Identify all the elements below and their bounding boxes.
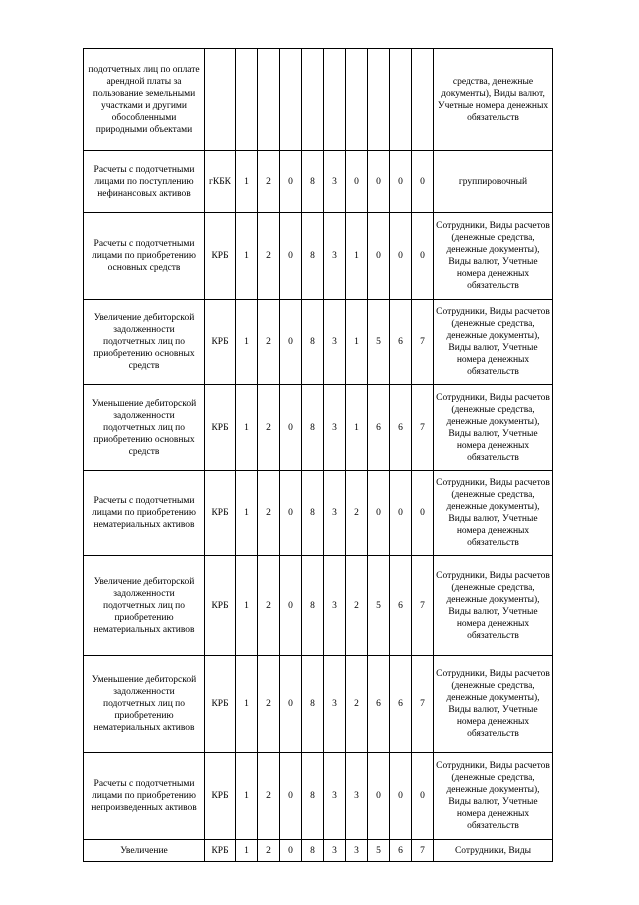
- account-digit-cell: 6: [390, 300, 412, 385]
- account-digit-cell: 0: [280, 656, 302, 753]
- account-digit-cell: 7: [412, 840, 434, 862]
- analytics-cell: Сотрудники, Виды расчетов (денежные средства, денежные документы), Виды валют, Учетные номера денежных обязательств: [434, 471, 553, 556]
- account-digit-cell: 6: [390, 840, 412, 862]
- account-digit-cell: 0: [280, 300, 302, 385]
- account-digit-cell: [236, 49, 258, 151]
- account-digit-cell: 8: [302, 656, 324, 753]
- account-digit-cell: [412, 49, 434, 151]
- account-digit-cell: 3: [346, 753, 368, 840]
- account-digit-cell: 1: [236, 840, 258, 862]
- account-digit-cell: 0: [412, 151, 434, 213]
- account-digit-cell: 2: [258, 300, 280, 385]
- account-name-cell: Увеличение: [84, 840, 205, 862]
- account-name-cell: Расчеты с подотчетными лицами по приобретению нематериальных активов: [84, 471, 205, 556]
- kbk-cell: КРБ: [205, 213, 236, 300]
- account-digit-cell: 2: [258, 151, 280, 213]
- analytics-cell: средства, денежные документы), Виды валют, Учетные номера денежных обязательств: [434, 49, 553, 151]
- account-digit-cell: 2: [258, 840, 280, 862]
- table-row: [84, 656, 553, 753]
- account-digit-cell: [302, 49, 324, 151]
- account-digit-cell: 0: [412, 471, 434, 556]
- kbk-cell: КРБ: [205, 656, 236, 753]
- analytics-cell: Сотрудники, Виды расчетов (денежные средства, денежные документы), Виды валют, Учетные номера денежных обязательств: [434, 385, 553, 471]
- kbk-cell: КРБ: [205, 556, 236, 656]
- account-digit-cell: 8: [302, 471, 324, 556]
- analytics-cell: Сотрудники, Виды расчетов (денежные средства, денежные документы), Виды валют, Учетные номера денежных обязательств: [434, 753, 553, 840]
- account-digit-cell: [368, 49, 390, 151]
- account-digit-cell: 2: [258, 656, 280, 753]
- account-digit-cell: 1: [236, 753, 258, 840]
- account-digit-cell: [258, 49, 280, 151]
- account-digit-cell: 2: [258, 213, 280, 300]
- kbk-cell: КРБ: [205, 300, 236, 385]
- account-digit-cell: 0: [390, 753, 412, 840]
- account-digit-cell: 8: [302, 753, 324, 840]
- table-row: [84, 840, 553, 862]
- account-digit-cell: 3: [324, 300, 346, 385]
- kbk-cell: КРБ: [205, 753, 236, 840]
- account-name-cell: Расчеты с подотчетными лицами по приобретению непроизведенных активов: [84, 753, 205, 840]
- account-digit-cell: 3: [324, 840, 346, 862]
- account-digit-cell: 3: [324, 213, 346, 300]
- account-digit-cell: 0: [346, 151, 368, 213]
- account-digit-cell: 2: [258, 556, 280, 656]
- account-digit-cell: 3: [324, 151, 346, 213]
- account-digit-cell: [346, 49, 368, 151]
- account-digit-cell: 0: [412, 213, 434, 300]
- table-row: [84, 385, 553, 471]
- account-digit-cell: 1: [236, 300, 258, 385]
- account-name-cell: Расчеты с подотчетными лицами по приобретению основных средств: [84, 213, 205, 300]
- account-digit-cell: 8: [302, 213, 324, 300]
- account-digit-cell: 0: [280, 213, 302, 300]
- table-row: [84, 300, 553, 385]
- account-name-cell: Уменьшение дебиторской задолженности подотчетных лиц по приобретению нематериальных активов: [84, 656, 205, 753]
- kbk-cell: [205, 49, 236, 151]
- account-digit-cell: 1: [236, 213, 258, 300]
- account-digit-cell: 1: [236, 656, 258, 753]
- account-digit-cell: 2: [346, 656, 368, 753]
- account-digit-cell: 2: [258, 385, 280, 471]
- account-digit-cell: 2: [258, 753, 280, 840]
- table-row: [84, 151, 553, 213]
- account-digit-cell: 5: [368, 840, 390, 862]
- account-digit-cell: 6: [390, 656, 412, 753]
- account-digit-cell: 0: [280, 556, 302, 656]
- account-digit-cell: 0: [280, 753, 302, 840]
- account-digit-cell: [280, 49, 302, 151]
- account-digit-cell: 5: [368, 300, 390, 385]
- account-digit-cell: 0: [280, 471, 302, 556]
- table-row: [84, 213, 553, 300]
- account-digit-cell: 1: [346, 385, 368, 471]
- account-digit-cell: 1: [236, 151, 258, 213]
- account-digit-cell: 6: [390, 556, 412, 656]
- account-digit-cell: 0: [390, 151, 412, 213]
- analytics-cell: Сотрудники, Виды расчетов (денежные средства, денежные документы), Виды валют, Учетные номера денежных обязательств: [434, 556, 553, 656]
- table-row: [84, 753, 553, 840]
- account-digit-cell: 8: [302, 300, 324, 385]
- account-digit-cell: 8: [302, 556, 324, 656]
- account-digit-cell: 1: [236, 471, 258, 556]
- table-row: [84, 556, 553, 656]
- account-digit-cell: 0: [390, 213, 412, 300]
- analytics-cell: Сотрудники, Виды расчетов (денежные средства, денежные документы), Виды валют, Учетные номера денежных обязательств: [434, 213, 553, 300]
- account-digit-cell: 3: [324, 753, 346, 840]
- account-digit-cell: [390, 49, 412, 151]
- analytics-cell: Сотрудники, Виды расчетов (денежные средства, денежные документы), Виды валют, Учетные номера денежных обязательств: [434, 300, 553, 385]
- account-digit-cell: 0: [368, 151, 390, 213]
- account-digit-cell: 0: [368, 471, 390, 556]
- account-digit-cell: 6: [368, 385, 390, 471]
- account-digit-cell: 7: [412, 385, 434, 471]
- account-digit-cell: 7: [412, 656, 434, 753]
- kbk-cell: КРБ: [205, 471, 236, 556]
- table-row: [84, 49, 553, 151]
- account-digit-cell: 7: [412, 300, 434, 385]
- account-digit-cell: 0: [368, 213, 390, 300]
- account-digit-cell: 0: [412, 753, 434, 840]
- account-digit-cell: 8: [302, 840, 324, 862]
- account-digit-cell: 0: [390, 471, 412, 556]
- account-digit-cell: 1: [346, 213, 368, 300]
- account-digit-cell: 3: [324, 385, 346, 471]
- account-digit-cell: 1: [236, 556, 258, 656]
- accounts-table: [83, 48, 553, 862]
- table-row: [84, 471, 553, 556]
- account-digit-cell: 2: [346, 556, 368, 656]
- account-digit-cell: 1: [236, 385, 258, 471]
- account-digit-cell: 2: [346, 471, 368, 556]
- account-digit-cell: 0: [280, 385, 302, 471]
- account-digit-cell: 3: [324, 656, 346, 753]
- account-digit-cell: 0: [368, 753, 390, 840]
- account-digit-cell: 8: [302, 151, 324, 213]
- kbk-cell: КРБ: [205, 385, 236, 471]
- account-name-cell: Уменьшение дебиторской задолженности подотчетных лиц по приобретению основных средств: [84, 385, 205, 471]
- account-digit-cell: 6: [368, 656, 390, 753]
- kbk-cell: КРБ: [205, 840, 236, 862]
- account-digit-cell: 1: [346, 300, 368, 385]
- account-digit-cell: 2: [258, 471, 280, 556]
- account-digit-cell: 7: [412, 556, 434, 656]
- kbk-cell: гКБК: [205, 151, 236, 213]
- analytics-cell: Сотрудники, Виды: [434, 840, 553, 862]
- account-name-cell: Увеличение дебиторской задолженности подотчетных лиц по приобретению нематериальных активов: [84, 556, 205, 656]
- analytics-cell: Сотрудники, Виды расчетов (денежные средства, денежные документы), Виды валют, Учетные номера денежных обязательств: [434, 656, 553, 753]
- account-digit-cell: 6: [390, 385, 412, 471]
- account-digit-cell: 5: [368, 556, 390, 656]
- account-digit-cell: 3: [346, 840, 368, 862]
- account-name-cell: Расчеты с подотчетными лицами по поступлению нефинансовых активов: [84, 151, 205, 213]
- account-digit-cell: 8: [302, 385, 324, 471]
- account-name-cell: Увеличение дебиторской задолженности подотчетных лиц по приобретению основных средств: [84, 300, 205, 385]
- account-digit-cell: 0: [280, 151, 302, 213]
- account-digit-cell: [324, 49, 346, 151]
- account-digit-cell: 0: [280, 840, 302, 862]
- account-name-cell: подотчетных лиц по оплате арендной платы за пользование земельными участками и другими обособленными природными объектами: [84, 49, 205, 151]
- analytics-cell: группировочный: [434, 151, 553, 213]
- account-digit-cell: 3: [324, 471, 346, 556]
- account-digit-cell: 3: [324, 556, 346, 656]
